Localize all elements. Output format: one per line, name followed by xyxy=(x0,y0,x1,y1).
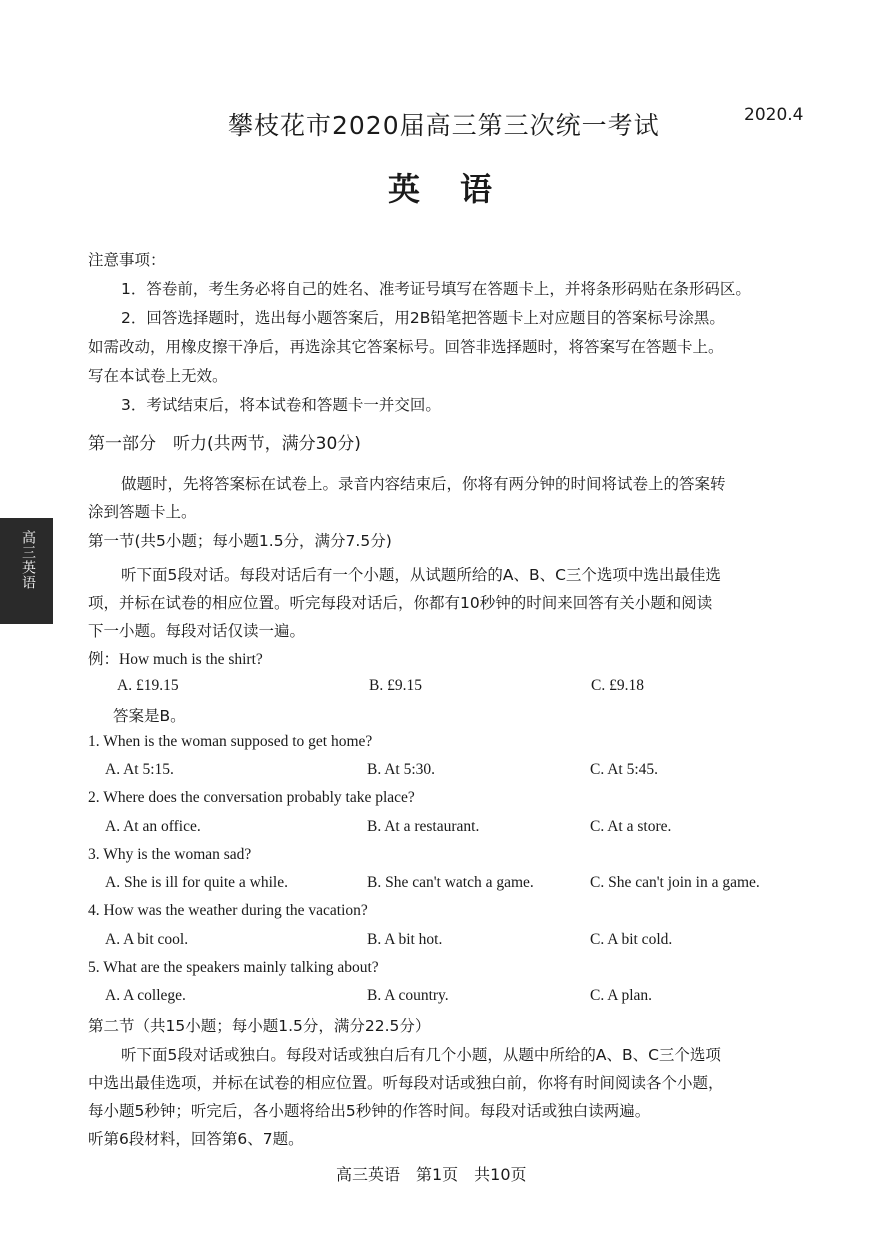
question-4-option-c: C. A bit cold. xyxy=(590,931,673,948)
section1-instr-line-3: 下一小题。每段对话仅读一遍。 xyxy=(88,622,306,640)
side-tab xyxy=(0,518,53,624)
side-tab-label: 高三英语 xyxy=(20,530,36,590)
question-1: 1. When is the woman supposed to get home? xyxy=(88,733,373,750)
question-2-option-a: A. At an office. xyxy=(105,818,201,835)
question-5-option-a: A. A college. xyxy=(105,987,186,1004)
section2-instr-line-2: 中选出最佳选项，并标在试卷的相应位置。听每段对话或独白前，你将有时间阅读各个小题， xyxy=(88,1074,724,1092)
section2-instr-line-1: 听下面5段对话或独白。每段对话或独白后有几个小题，从题中所给的A、B、C三个选项 xyxy=(121,1046,721,1064)
section1-instr-line-2: 项，并标在试卷的相应位置。听完每段对话后，你都有10秒钟的时间来回答有关小题和阅读 xyxy=(88,594,713,612)
example-option-c: C. £9.18 xyxy=(591,677,644,694)
part1-intro-line-2: 涂到答题卡上。 xyxy=(88,503,197,521)
notice-item-1: 1．答卷前，考生务必将自己的姓名、准考证号填写在答题卡上，并将条形码贴在条形码区。 xyxy=(121,280,751,298)
subject-title: 英语 xyxy=(388,170,533,208)
section2-material: 听第6段材料，回答第6、7题。 xyxy=(88,1130,304,1148)
question-5: 5. What are the speakers mainly talking about? xyxy=(88,959,379,976)
question-1-option-b: B. At 5:30. xyxy=(367,761,436,778)
question-2-option-c: C. At a store. xyxy=(590,818,672,835)
question-5-option-b: B. A country. xyxy=(367,987,449,1004)
part1-intro-line-1: 做题时，先将答案标在试卷上。录音内容结束后，你将有两分钟的时间将试卷上的答案转 xyxy=(121,475,726,493)
section1-heading: 第一节(共5小题；每小题1.5分，满分7.5分) xyxy=(88,532,392,550)
section2-heading: 第二节（共15小题；每小题1.5分，满分22.5分） xyxy=(88,1017,431,1035)
example-answer: 答案是B。 xyxy=(113,707,186,725)
question-3-option-c: C. She can't join in a game. xyxy=(590,874,760,891)
question-2: 2. Where does the conversation probably take place? xyxy=(88,789,415,806)
example-option-b: B. £9.15 xyxy=(369,677,422,694)
notice-heading: 注意事项： xyxy=(88,251,166,269)
question-1-option-c: C. At 5:45. xyxy=(590,761,659,778)
section2-instr-line-3: 每小题5秒钟；听完后，各小题将给出5秒钟的作答时间。每段对话或独白读两遍。 xyxy=(88,1102,651,1120)
notice-item-2-line-3: 写在本试卷上无效。 xyxy=(88,367,228,385)
question-2-option-b: B. At a restaurant. xyxy=(367,818,480,835)
question-3-option-b: B. She can't watch a game. xyxy=(367,874,534,891)
exam-date: 2020.4 xyxy=(744,105,804,125)
part1-heading: 第一部分 听力(共两节，满分30分) xyxy=(88,434,361,454)
question-3-option-a: A. She is ill for quite a while. xyxy=(105,874,288,891)
question-4-option-a: A. A bit cool. xyxy=(105,931,189,948)
question-4: 4. How was the weather during the vacation? xyxy=(88,902,368,919)
question-3: 3. Why is the woman sad? xyxy=(88,846,252,863)
question-1-option-a: A. At 5:15. xyxy=(105,761,174,778)
example-question: 例：How much is the shirt? xyxy=(88,651,263,668)
example-option-a: A. £19.15 xyxy=(117,677,179,694)
exam-title: 攀枝花市2020届高三第三次统一考试 xyxy=(228,111,660,140)
section1-instr-line-1: 听下面5段对话。每段对话后有一个小题，从试题所给的A、B、C三个选项中选出最佳选 xyxy=(121,566,721,584)
question-4-option-b: B. A bit hot. xyxy=(367,931,443,948)
notice-item-3: 3．考试结束后，将本试卷和答题卡一并交回。 xyxy=(121,396,441,414)
question-5-option-c: C. A plan. xyxy=(590,987,653,1004)
page-footer: 高三英语 第1页 共10页 xyxy=(336,1165,527,1184)
notice-item-2-line-1: 2．回答选择题时，选出每小题答案后，用2B铅笔把答题卡上对应题目的答案标号涂黑。 xyxy=(121,309,725,327)
notice-item-2-line-2: 如需改动，用橡皮擦干净后，再选涂其它答案标号。回答非选择题时，将答案写在答题卡上。 xyxy=(88,338,724,356)
